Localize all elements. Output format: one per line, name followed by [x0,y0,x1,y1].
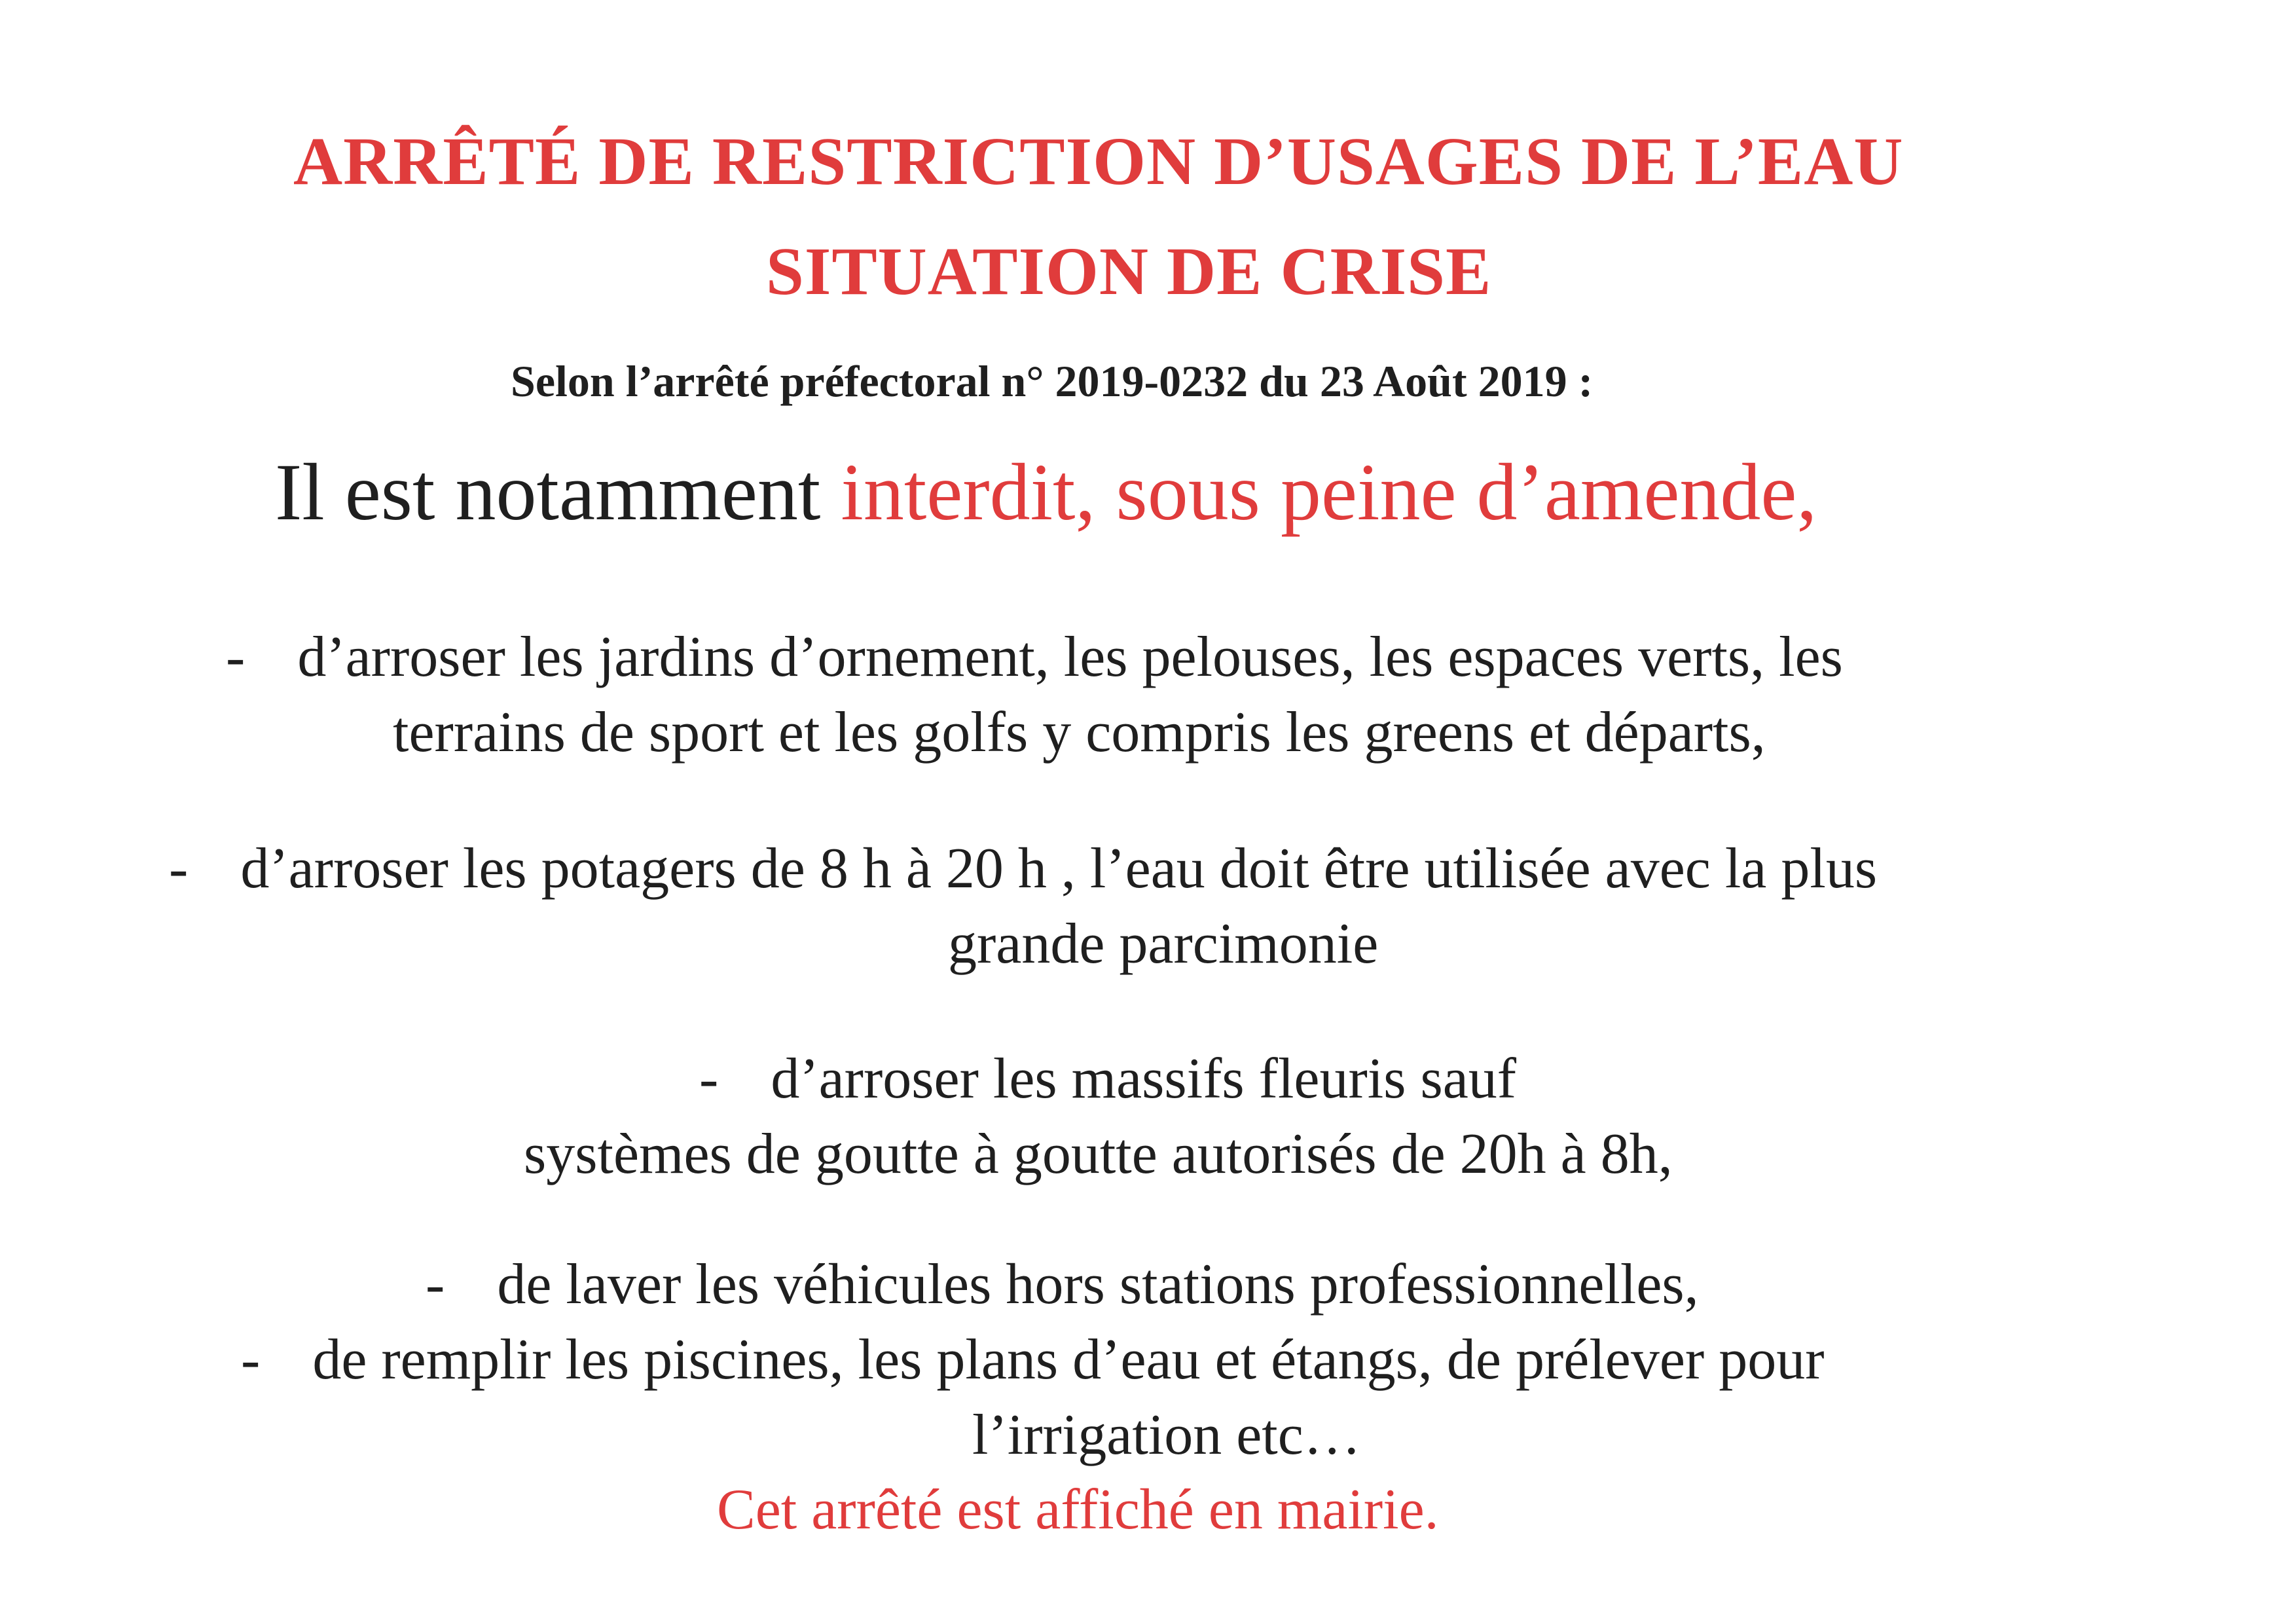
list-dash: - [226,625,246,689]
list-item-text: de laver les véhicules hors stations professionnelles, [497,1253,1699,1316]
decree-reference: Selon l’arrêté préfectoral n° 2019-0232 du 23 Août 2019 : [511,356,1594,406]
list-dash: - [699,1047,719,1111]
list-item-continuation: systèmes de goutte à goutte autorisés de 20h à 8h, [524,1122,1673,1186]
list-dash: - [241,1328,261,1392]
list-item-continuation: l’irrigation etc… [972,1403,1361,1467]
title-line-2: SITUATION DE CRISE [766,234,1492,309]
lead-highlight: interdit, sous peine d’amende, [841,447,1817,537]
lead-sentence [275,447,1817,537]
list-item-text: d’arroser les massifs fleuris sauf [771,1047,1517,1111]
list-item-continuation: terrains de sport et les golfs y compris les greens et départs, [393,701,1766,764]
list-dash: - [426,1253,445,1316]
list-item-continuation: grande parcimonie [948,912,1379,976]
title-line-1: ARRÊTÉ DE RESTRICTION D’USAGES DE L’EAU [293,124,1904,199]
list-item-text: d’arroser les potagers de 8 h à 20 h , l’eau doit être utilisée avec la plus [240,837,1878,900]
list-item [226,625,1843,689]
lead-prefix: Il est notamment [275,447,841,537]
list-item-text: de remplir les piscines, les plans d’eau et étangs, de prélever pour [312,1328,1825,1392]
list-item [699,1047,1517,1111]
footer-note: Cet arrêté est affiché en mairie. [717,1478,1439,1541]
list-dash: - [169,837,189,900]
list-item [169,837,1878,900]
list-item [241,1328,1825,1392]
list-item [426,1253,1699,1316]
list-item-text: d’arroser les jardins d’ornement, les pelouses, les espaces verts, les [297,625,1843,689]
